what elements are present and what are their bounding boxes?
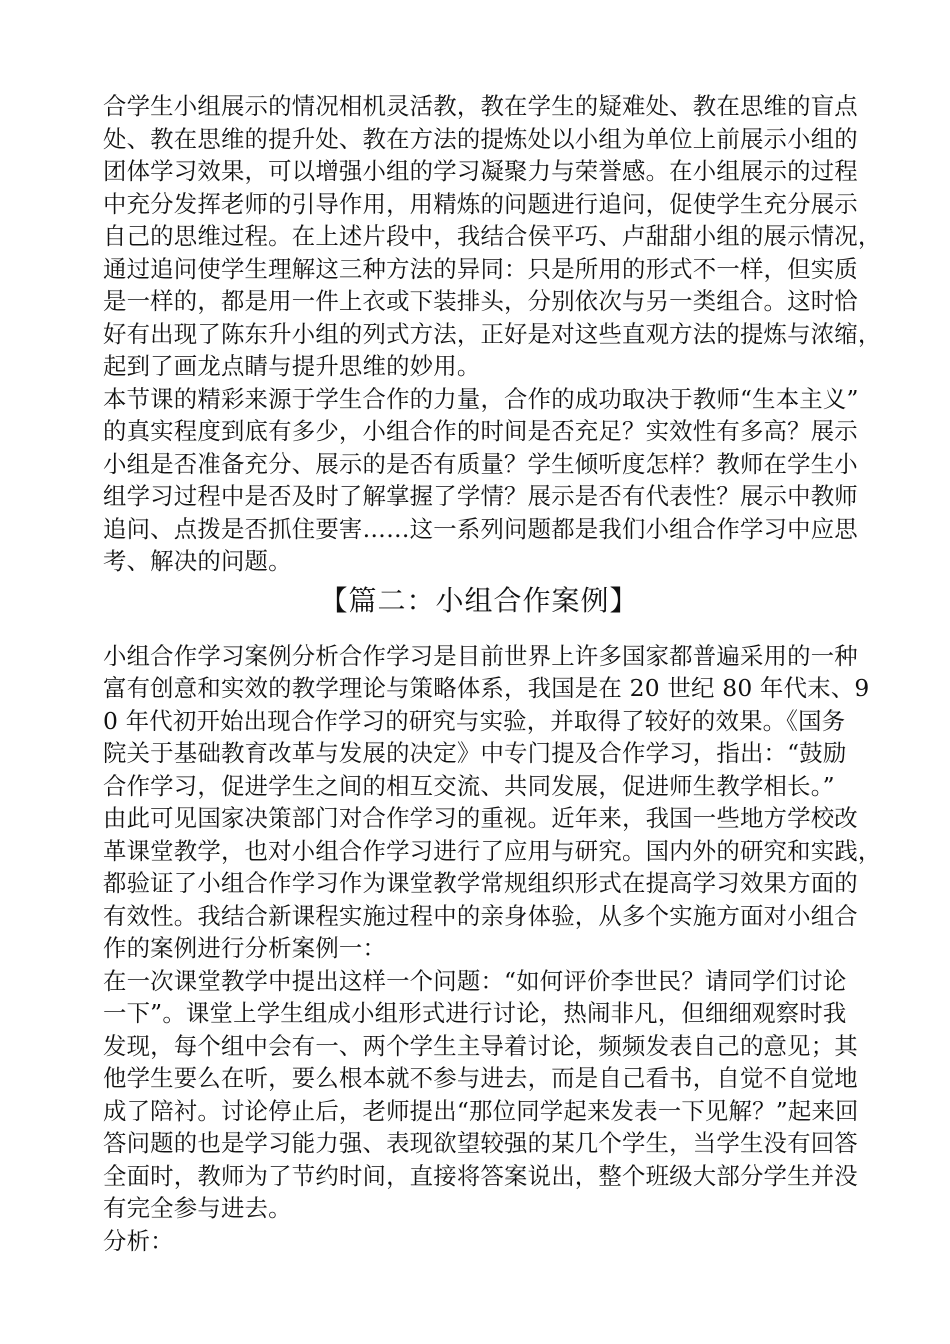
text-line: 是一样的，都是用一件上衣或下装排头，分别依次与另一类组合。这时恰 [103, 287, 858, 315]
text-line: 小组是否准备充分、展示的是否有质量？学生倾听度怎样？教师在学生小 [103, 449, 858, 478]
text-line: 通过追问使学生理解这三种方法的异同：只是所用的形式不一样，但实质 [103, 254, 858, 283]
text-line: 院关于基础教育改革与发展的决定》中专门提及合作学习，指出：“鼓励 [103, 739, 847, 767]
text-line: 中充分发挥老师的引导作用，用精炼的问题进行追问，促使学生充分展示 [103, 189, 858, 218]
text-line: 组学习过程中是否及时了解掌握了学情？展示是否有代表性？展示中教师 [103, 482, 858, 510]
text-line: 一下”。课堂上学生组成小组形式进行讨论，热闹非凡，但细细观察时我 [103, 999, 847, 1027]
text-line: 有效性。我结合新课程实施过程中的亲身体验，从多个实施方面对小组合 [103, 901, 858, 930]
text-line: 成了陪衬。讨论停止后，老师提出“那位同学起来发表一下见解？”起来回 [103, 1096, 859, 1125]
section-2-body [103, 640, 882, 1258]
text-line: 追问、点拨是否抓住要害……这一系列问题都是我们小组合作学习中应思 [103, 514, 858, 543]
text-line: 0 年代初开始出现合作学习的研究与实验，并取得了较好的效果。《国务 [103, 706, 846, 735]
text-line: 革课堂教学，也对小组合作学习进行了应用与研究。国内外的研究和实践， [103, 836, 882, 865]
text-line: 作的案例进行分析案例一： [103, 934, 387, 962]
text-line: 发现，每个组中会有一、两个学生主导着讨论，频频发表自己的意见；其 [103, 1031, 858, 1060]
text-line: 好有出现了陈东升小组的列式方法，正好是对这些直观方法的提炼与浓缩， [103, 319, 882, 348]
document-page [103, 90, 882, 1257]
text-line: 有完全参与进去。 [103, 1194, 292, 1222]
text-line: 合作学习，促进学生之间的相互交流、共同发展，促进师生教学相长。” [103, 771, 835, 800]
text-line: 都验证了小组合作学习作为课堂教学常规组织形式在提高学习效果方面的 [103, 869, 858, 897]
text-line: 自己的思维过程。在上述片段中，我结合侯平巧、卢甜甜小组的展示情况， [103, 222, 882, 250]
text-line: 考、解决的问题。 [103, 547, 292, 575]
text-line: 在一次课堂教学中提出这样一个问题：“如何评价李世民？请同学们讨论 [103, 966, 847, 995]
text-line: 处、教在思维的提升处、教在方法的提炼处以小组为单位上前展示小组的 [103, 124, 858, 153]
text-line: 起到了画龙点睛与提升思维的妙用。 [103, 352, 481, 380]
text-line: 分析： [103, 1226, 174, 1255]
section-1-body [103, 90, 882, 578]
text-line: 富有创意和实效的教学理论与策略体系，我国是在 20 世纪 80 年代末、9 [103, 674, 870, 702]
text-line: 的真实程度到底有多少，小组合作的时间是否充足？实效性有多高？展示 [103, 417, 858, 445]
text-line: 答问题的也是学习能力强、表现欲望较强的某几个学生，当学生没有回答 [103, 1129, 858, 1157]
text-line: 小组合作学习案例分析合作学习是目前世界上许多国家都普遍采用的一种 [103, 641, 858, 670]
text-line: 本节课的精彩来源于学生合作的力量，合作的成功取决于教师“生本主义” [103, 384, 859, 413]
section-heading: 【篇二：小组合作案例】 [319, 583, 639, 617]
text-line: 团体学习效果，可以增强小组的学习凝聚力与荣誉感。在小组展示的过程 [103, 157, 858, 185]
text-line: 全面时，教师为了节约时间，直接将答案说出，整个班级大部分学生并没 [103, 1161, 858, 1190]
text-line: 由此可见国家决策部门对合作学习的重视。近年来，我国一些地方学校改 [103, 804, 858, 832]
text-line: 他学生要么在听，要么根本就不参与进去，而是自己看书，自觉不自觉地 [103, 1064, 858, 1092]
text-line: 合学生小组展示的情况相机灵活教，教在学生的疑难处、教在思维的盲点 [103, 92, 858, 120]
